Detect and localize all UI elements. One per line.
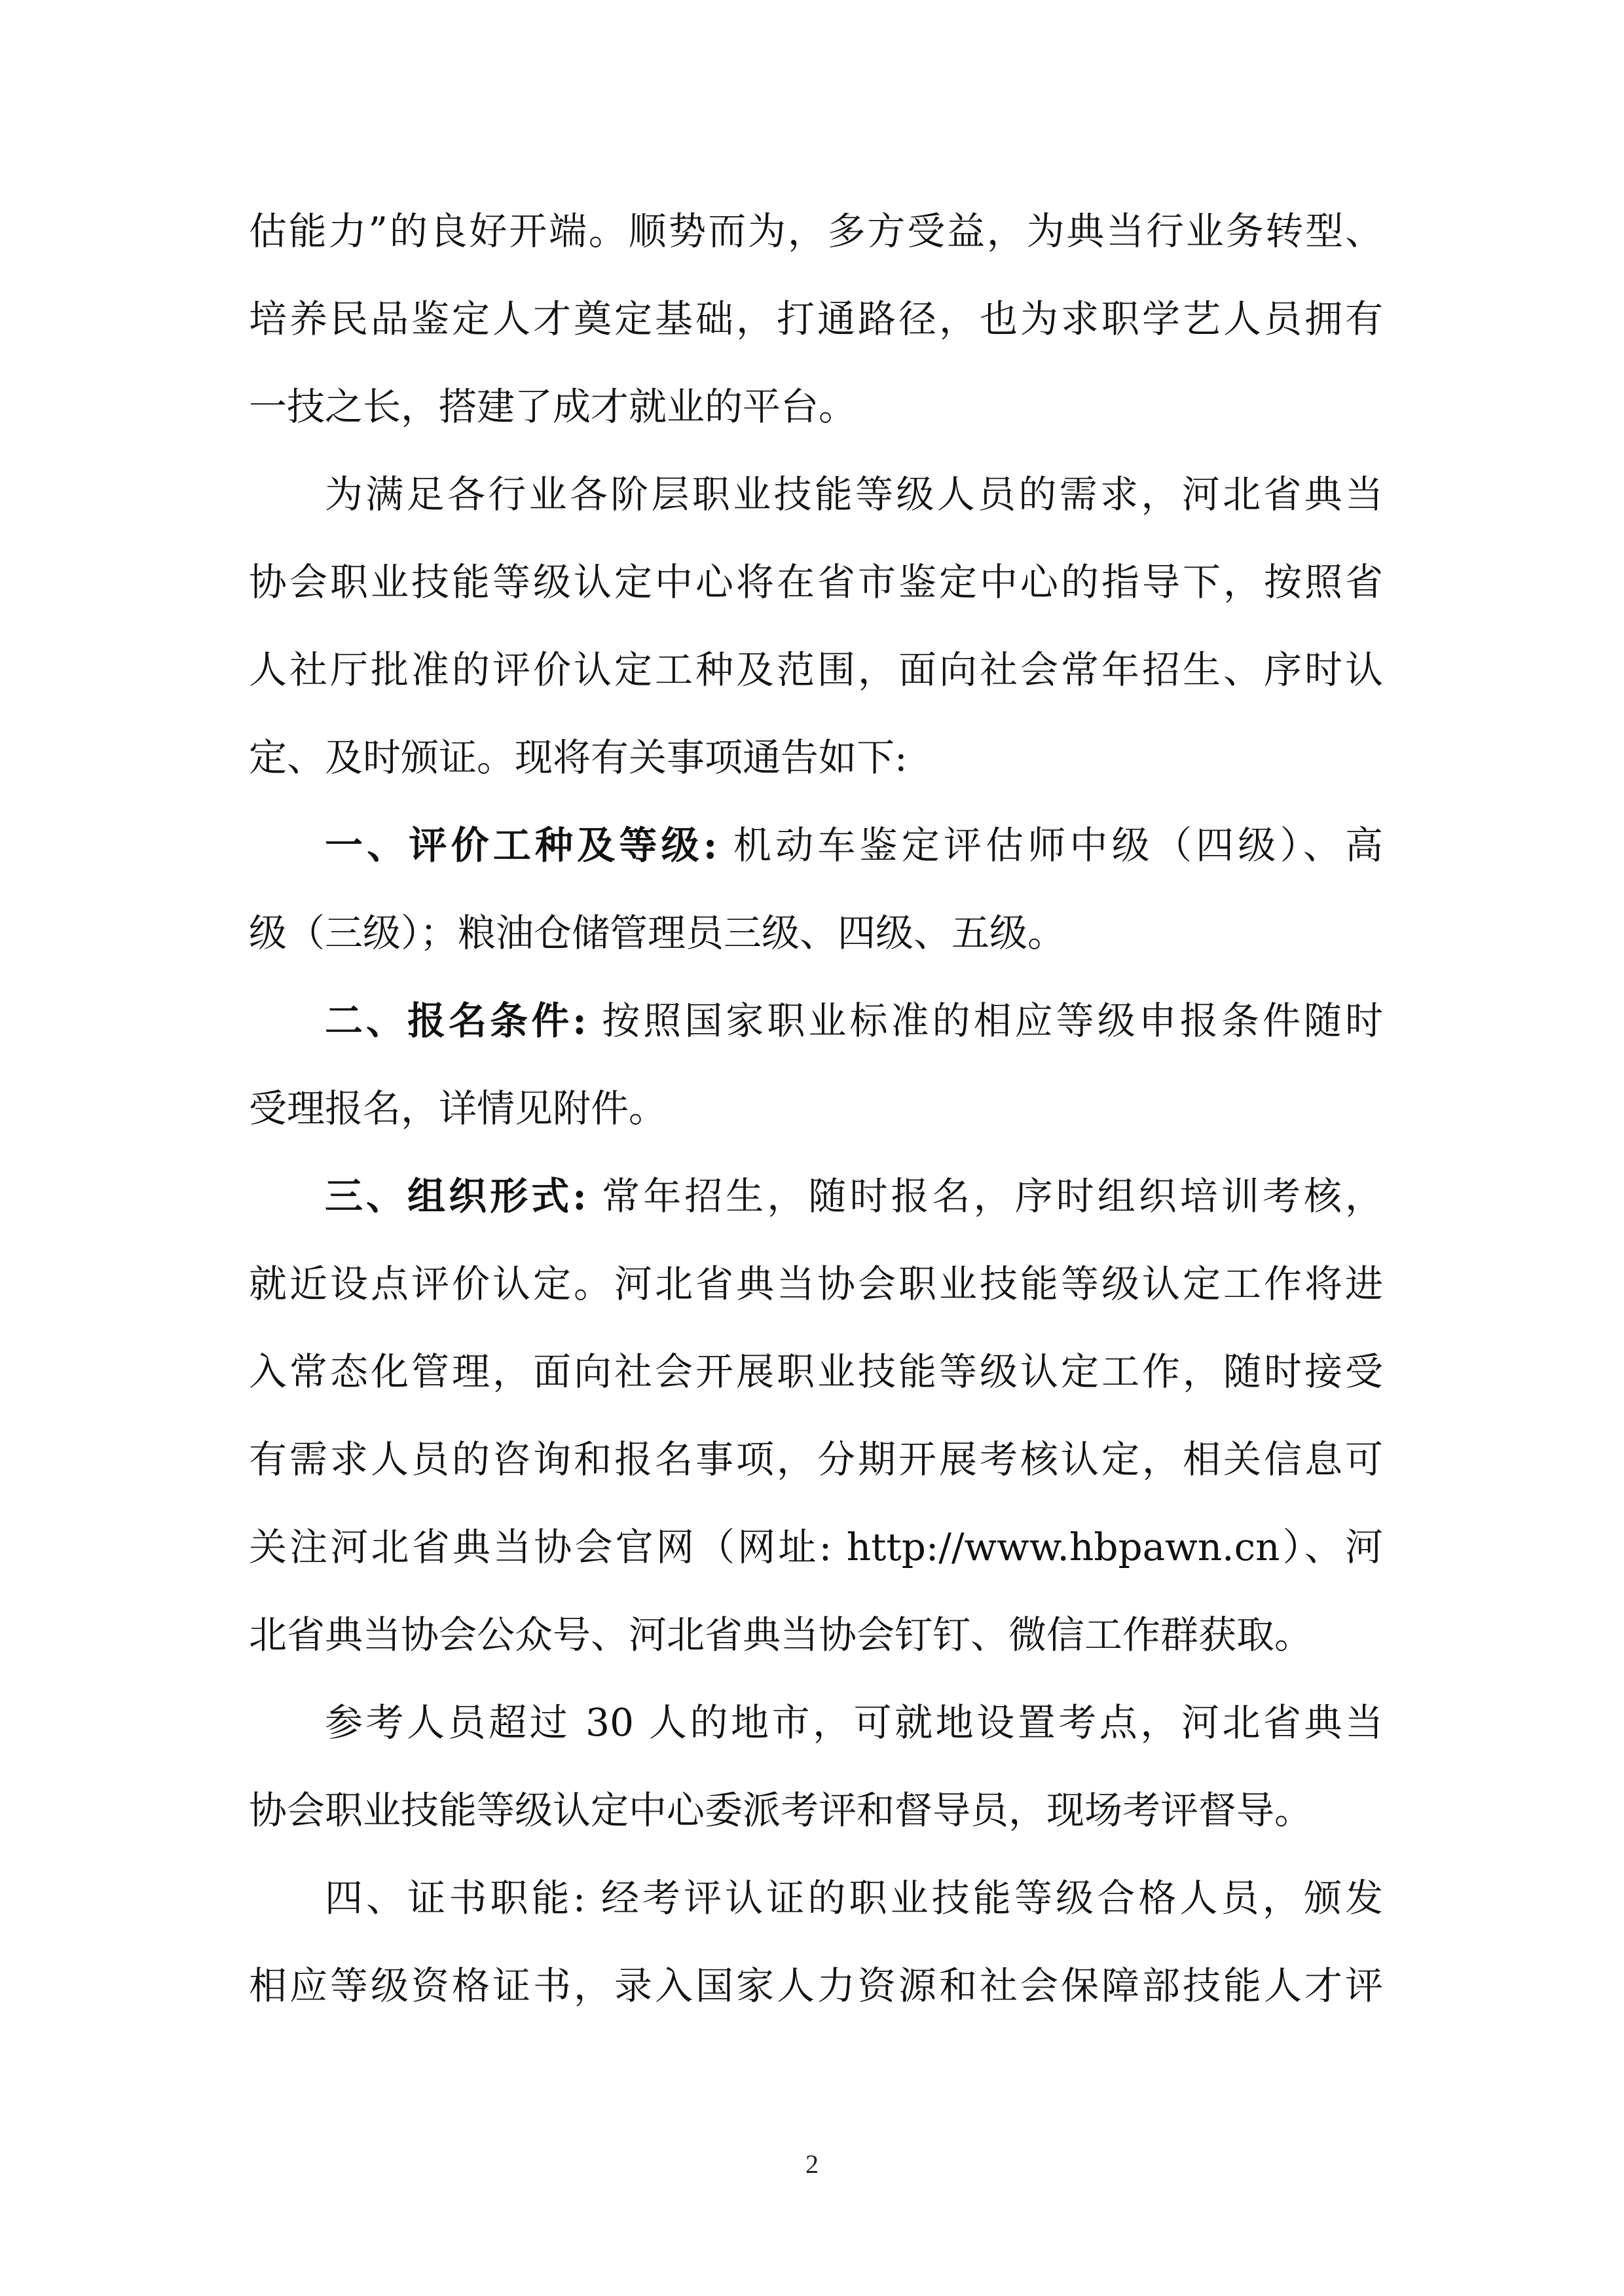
text-line: 北省典当协会公众号、河北省典当协会钉钉、微信工作群获取。	[249, 1613, 1313, 1657]
text-line: 协会职业技能等级认定中心将在省市鉴定中心的指导下，按照省	[249, 560, 1383, 604]
paragraph-purpose	[249, 450, 1383, 801]
section-organization-form	[249, 1152, 1383, 1679]
text-line: 入常态化管理，面向社会开展职业技能等级认定工作，随时接受	[249, 1349, 1383, 1394]
text-line: 受理报名，详情见附件。	[249, 1086, 667, 1131]
text-line	[249, 1152, 1383, 1240]
text-line: 培养民品鉴定人才奠定基础，打通路径，也为求职学艺人员拥有	[249, 297, 1383, 341]
section-heading: 三、组织形式:	[325, 1174, 587, 1218]
section-text: 按照国家职业标准的相应等级申报条件随时	[586, 998, 1383, 1043]
paragraph-intro-continuation	[249, 187, 1383, 450]
text-line: 就近设点评价认定。河北省典当协会职业技能等级认定工作将进	[249, 1262, 1383, 1306]
text-line	[249, 801, 1383, 889]
section-registration-conditions	[249, 977, 1383, 1152]
text-line: 估能力”的良好开端。顺势而为，多方受益，为典当行业务转型、	[249, 209, 1383, 253]
text-line: 为满足各行业各阶层职业技能等级人员的需求，河北省典当	[325, 472, 1383, 517]
text-line: 有需求人员的咨询和报名事项，分期开展考核认定，相关信息可	[249, 1437, 1383, 1482]
section-heading: 二、报名条件:	[325, 998, 587, 1043]
section-evaluation-types	[249, 801, 1383, 977]
text-line: 关注河北省典当协会官网（网址: http://www.hbpawn.cn）、河	[249, 1525, 1383, 1569]
text-line: 定、及时颁证。现将有关事项通告如下:	[249, 735, 908, 780]
text-line: 协会职业技能等级认定中心委派考评和督导员，现场考评督导。	[249, 1788, 1313, 1832]
section-heading: 一、评价工种及等级:	[325, 823, 718, 867]
section-certificate-function	[249, 1854, 1383, 2030]
text-line: 相应等级资格证书，录入国家人力资源和社会保障部技能人才评	[249, 1963, 1383, 2008]
section-text: 常年招生，随时报名，序时组织培训考核，	[586, 1174, 1383, 1218]
text-line: 一技之长，搭建了成才就业的平台。	[249, 384, 857, 429]
text-line: 级（三级）；粮油仓储管理员三级、四级、五级。	[249, 911, 1066, 955]
text-line: 四、证书职能: 经考评认证的职业技能等级合格人员，颁发	[325, 1876, 1383, 1920]
paragraph-exam-sites	[249, 1679, 1383, 1854]
text-line	[249, 977, 1383, 1065]
document-body	[249, 187, 1383, 2030]
text-line: 人社厅批准的评价认定工种及范围，面向社会常年招生、序时认	[249, 647, 1383, 692]
text-line: 参考人员超过 30 人的地市，可就地设置考点，河北省典当	[325, 1700, 1383, 1745]
page-number: 2	[805, 2149, 819, 2179]
section-text: 机动车鉴定评估师中级（四级）、高	[717, 823, 1383, 867]
